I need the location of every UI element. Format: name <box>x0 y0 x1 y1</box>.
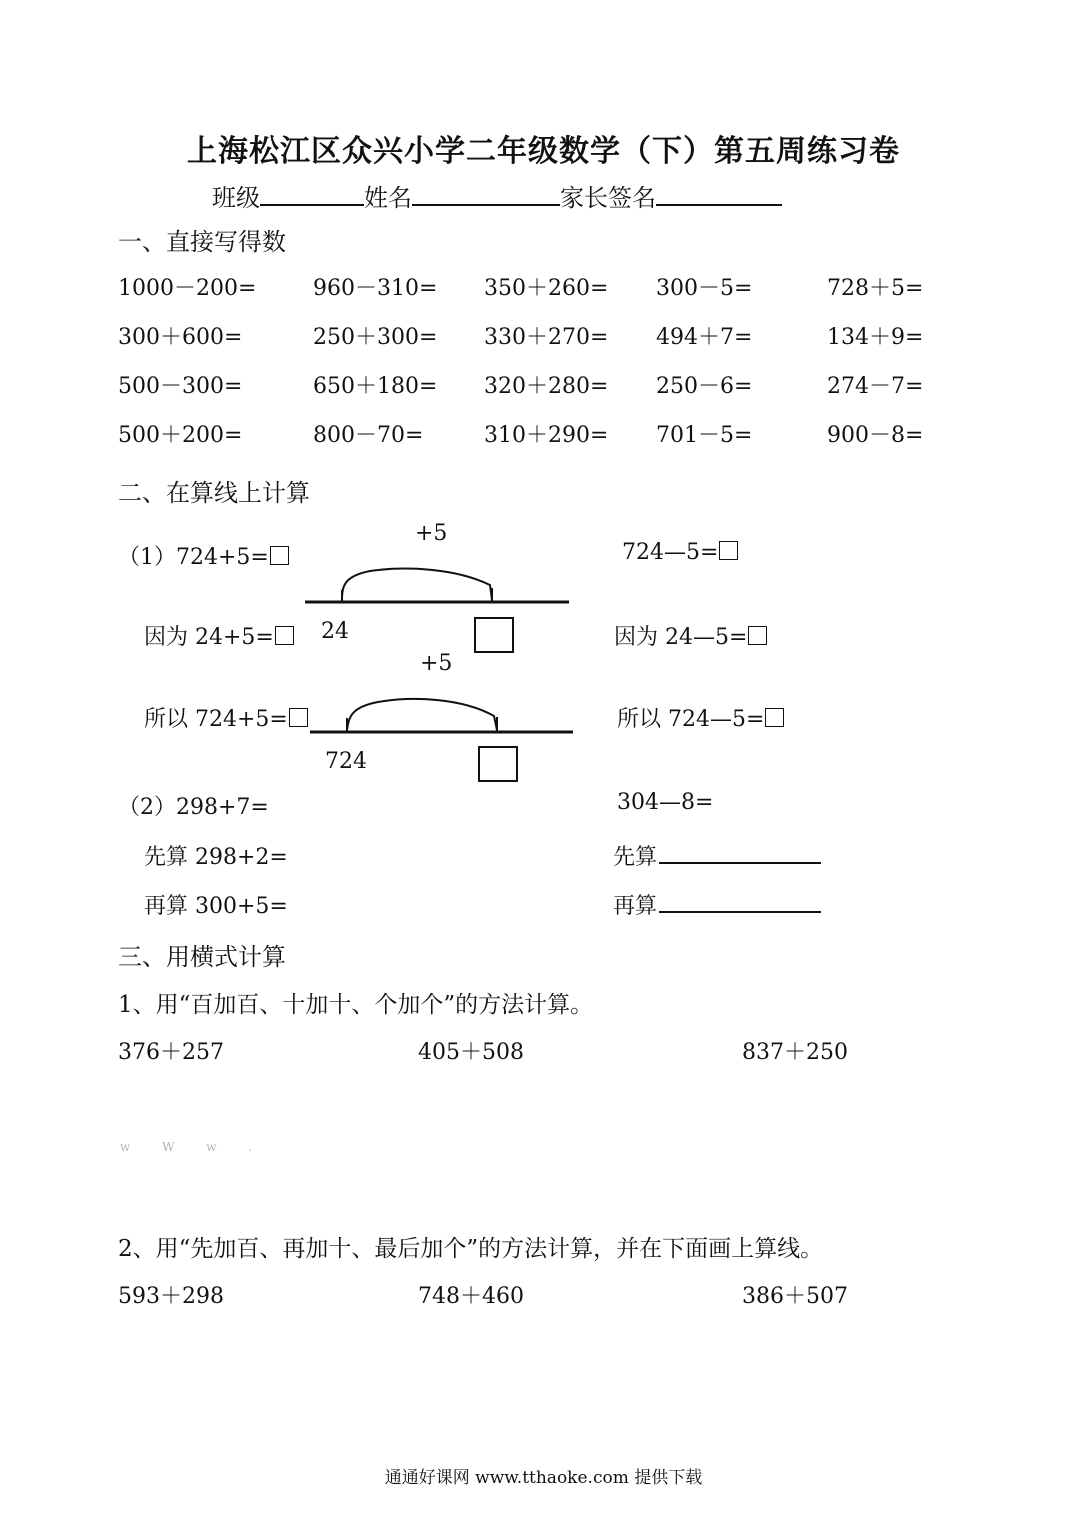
line-start-label: 24 <box>321 619 349 644</box>
problem-1-right <box>622 540 738 565</box>
equation-item: 960－310= <box>313 276 438 301</box>
problem-2-right: 304—8= <box>617 790 714 815</box>
equation-item: 350＋260= <box>484 276 609 301</box>
parent-signature-label: 家长签名 <box>560 184 656 212</box>
then-step-left: 再算 300+5= <box>144 894 288 919</box>
answer-square[interactable] <box>289 708 308 727</box>
equation-item: 701－5= <box>656 423 753 448</box>
equation-item: 310＋290= <box>484 423 609 448</box>
equation-item: 250－6= <box>656 374 753 399</box>
answer-box[interactable] <box>474 617 514 653</box>
problem-text: 所以 724+5= <box>144 707 288 732</box>
answer-line[interactable] <box>659 840 821 864</box>
equation-item: 800－70= <box>313 423 424 448</box>
because-right <box>614 620 767 651</box>
calc-item: 376＋257 <box>118 1040 224 1065</box>
watermark: w W w . <box>120 1140 267 1154</box>
question-1-instruction: 1、用“百加百、十加十、个加个”的方法计算。 <box>118 992 594 1018</box>
answer-square[interactable] <box>275 626 294 645</box>
equation-item: 134＋9= <box>827 325 924 350</box>
then-step-right <box>613 889 821 920</box>
equation-item: 320＋280= <box>484 374 609 399</box>
line-start-label: 724 <box>325 749 367 774</box>
number-line-2 <box>310 699 573 732</box>
calc-item: 748＋460 <box>418 1284 524 1309</box>
equation-item: 500＋200= <box>118 423 243 448</box>
page-footer: 通通好课网 www.tthaoke.com 提供下载 <box>384 1468 703 1488</box>
answer-square[interactable] <box>270 546 289 565</box>
jump-label: +5 <box>415 521 448 546</box>
equation-item: 300＋600= <box>118 325 243 350</box>
because-left <box>144 620 294 651</box>
equation-item: 1000－200= <box>118 276 257 301</box>
jump-label: +5 <box>420 651 453 676</box>
equation-item: 900－8= <box>827 423 924 448</box>
equation-item: 300－5= <box>656 276 753 301</box>
answer-square[interactable] <box>765 708 784 727</box>
section1-heading: 一、直接写得数 <box>118 228 286 256</box>
problem-1-left <box>118 540 289 571</box>
equation-item: 330＋270= <box>484 325 609 350</box>
first-step-left: 先算 298+2= <box>144 845 288 870</box>
calc-item: 386＋507 <box>742 1284 848 1309</box>
problem-text: 再算 <box>613 894 658 919</box>
first-step-right <box>613 840 821 871</box>
answer-box[interactable] <box>478 746 518 782</box>
problem-text: 所以 724—5= <box>617 707 765 732</box>
calc-item: 405＋508 <box>418 1040 524 1065</box>
so-right <box>617 702 784 733</box>
so-left <box>144 702 308 733</box>
answer-square[interactable] <box>719 541 738 560</box>
section3-heading: 三、用横式计算 <box>118 943 286 971</box>
calc-item: 593＋298 <box>118 1284 224 1309</box>
problem-text: （1）724+5= <box>118 545 269 570</box>
equation-item: 250＋300= <box>313 325 438 350</box>
problem-text: 先算 <box>613 845 658 870</box>
problem-2-left: （2）298+7= <box>118 795 269 820</box>
equation-item: 728＋5= <box>827 276 924 301</box>
problem-text: 因为 24—5= <box>614 625 748 650</box>
equation-item: 494＋7= <box>656 325 753 350</box>
class-label: 班级 <box>212 184 260 212</box>
problem-text: 724—5= <box>622 540 719 565</box>
section2-heading: 二、在算线上计算 <box>118 479 310 507</box>
question-2-instruction: 2、用“先加百、再加十、最后加个”的方法计算，并在下面画上算线。 <box>118 1236 824 1262</box>
number-line-1 <box>305 569 569 602</box>
equation-item: 274－7= <box>827 374 924 399</box>
problem-text: 因为 24+5= <box>144 625 274 650</box>
name-label: 姓名 <box>364 184 412 212</box>
answer-square[interactable] <box>748 626 767 645</box>
calc-item: 837＋250 <box>742 1040 848 1065</box>
equation-item: 500－300= <box>118 374 243 399</box>
answer-line[interactable] <box>659 889 821 913</box>
equation-item: 650＋180= <box>313 374 438 399</box>
page-title: 上海松江区众兴小学二年级数学（下）第五周练习卷 <box>187 134 900 169</box>
